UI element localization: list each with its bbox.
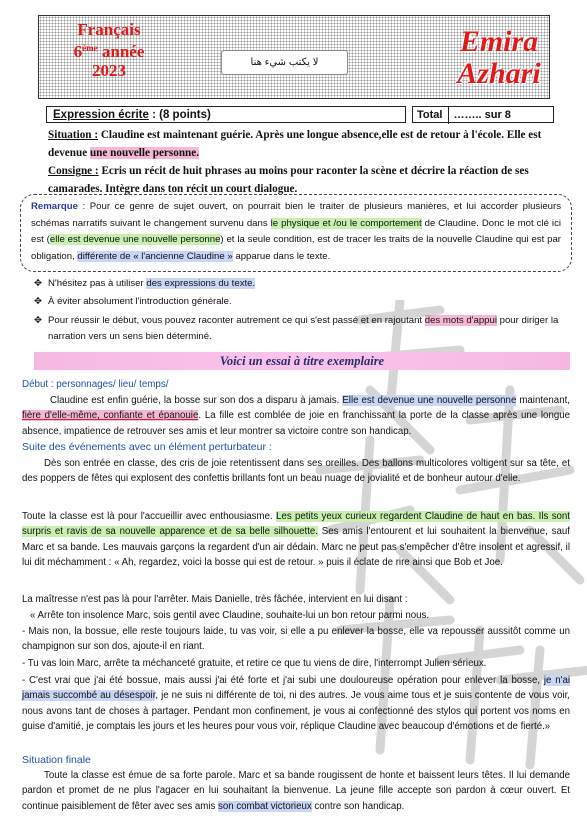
level-title: [39, 20, 179, 80]
tip-highlight: des mots d'appui: [424, 315, 497, 326]
essay-text: Toute la classe est émue de sa forte parole. Marc et sa bande rougissent de honte et baissent leurs têtes. Il lui demande pardon et promet de ne plus l'agacer en lui souhaitant la bienvenue. La jeune fille accepte son pardon à cœur ouvert. Et continue paisiblement de fêter avec ses amis: [22, 770, 570, 812]
tip-text-end: pour diriger la narration vers un sens bien déterminé.: [48, 315, 559, 342]
tip-highlight: des expressions du texte.: [146, 278, 256, 289]
total-value: …….. sur 8: [453, 109, 511, 121]
tip-text: Pour réussir le début, vous pouvez raconter autrement ce qui s'est passé et en rajoutant: [48, 315, 425, 326]
level-sup: ème: [82, 43, 98, 53]
author-last: Azhari: [457, 57, 541, 90]
remark-text-4: apparue dans le texte.: [232, 250, 331, 262]
expression-bar: [46, 106, 406, 123]
tip-text: N'hésitez pas à utiliser: [48, 278, 147, 289]
cross-bullet-icon: ✥: [34, 315, 43, 326]
total-divider: [448, 107, 449, 124]
essay-dialogue-1: « Arrête ton insolence Marc, sois gentil avec Claudine, souhaite-lui un bon retour parmi nous.: [30, 610, 430, 621]
remark-box: [20, 194, 572, 272]
essay-text: . La fille est comblée de joie en franchissant la porte de la classe après une longue absence, impatience de retrouver ses amis et leur montrer sa victoire contre son handicap.: [22, 410, 570, 437]
remark-highlight-2: elle est devenue une nouvelle personne: [49, 234, 221, 245]
essay-text: maintenant,: [516, 395, 570, 406]
essay-highlight: son combat victorieux: [218, 800, 312, 812]
essay-text: - C'est vrai que j'ai été bossue, mais aussi j'ai été forte et j'ai subi une douloureuse opération pour enlever la bosse,: [22, 675, 544, 686]
remark-text-3: ) et la seule condition, est de tracer les traits de la nouvelle Claudine qui est par obligation,: [31, 234, 561, 262]
header-box: [38, 15, 550, 99]
essay-paragraph-4: La maîtresse n'est pas là pour l'arrêter. Mais Danielle, très fâchée, intervient en lui disant :: [22, 594, 408, 605]
section-finale: Situation finale: [22, 754, 91, 766]
consigne-paragraph: [48, 162, 558, 198]
author-first: Emira: [459, 25, 539, 58]
tip-text: À éviter absolument l'introduction générale.: [48, 296, 232, 307]
essay-paragraph-final: [22, 768, 570, 814]
expression-label: Expression écrite: [53, 109, 149, 121]
cross-bullet-icon: ✥: [34, 278, 43, 289]
essay-highlight: je n'ai jamais succombé au désespoir: [22, 675, 571, 702]
essay-highlight: Les petits yeux curieux regardent Claudine de haut en bas. Ils sont surpris et ravis de sa nouvelle apparence et de sa belle silhouette.: [22, 511, 571, 538]
cross-bullet-icon: ✥: [34, 296, 43, 307]
essay-highlight: Elle est devenue une nouvelle personne: [342, 395, 517, 406]
level-word: année: [101, 42, 145, 61]
remark-highlight-3: différente de « l'ancienne Claudine »: [77, 250, 233, 262]
total-box: [412, 106, 554, 123]
essay-paragraph-1: [22, 393, 570, 439]
author-logo: [444, 26, 554, 90]
essay-underline: fière d'elle-même, confiante et épanouie: [22, 410, 199, 422]
essay-text: Toute la classe est là pour l'accueillir avec enthousiasme.: [22, 511, 277, 522]
essay-dialogue-2: - Mais non, la bossue, elle reste toujours laide, tu vas voir, si elle a pu enlever la bosse, elle va repousser aussitôt comme un champignon sur son dos, ajoute-il en riant.: [22, 626, 570, 653]
essay-text: Claudine est enfin guérie, la bosse sur son dos a disparu à jamais.: [50, 395, 343, 406]
essay-text: contre son handicap.: [311, 800, 405, 812]
remark-label: Remarque: [31, 201, 78, 212]
consigne-text: Ecris un récit de huit phrases au moins pour raconter la scène et décrire la réaction de ses camarades. Intègre dans ton récit un court dialogue.: [48, 165, 529, 195]
essay-text: Ses amis l'entourent et lui souhaitent la bienvenue, sauf Marc et sa bande. Les mauvais garçons la regardent d'un air dédain. Marc ne peut pas s'empêcher d'être insolent et agressif, il lui dit méchamment : « Ah, regardez, voici la bosse qui est de retour. » puis il éclate de rire ainsi que Bob et Joe.: [22, 526, 570, 569]
section-suite: Suite des événements avec un élément perturbateur :: [22, 441, 272, 453]
essay-banner: Voici un essai à titre exemplaire: [34, 352, 570, 370]
total-label: Total: [417, 109, 443, 121]
consigne-label: Consigne :: [48, 165, 99, 177]
level-num: 6: [73, 42, 83, 61]
arabic-note-box: لا يكتب شيء هنا: [221, 50, 348, 75]
situation-paragraph: [48, 126, 558, 162]
remark-text-1: : Pour ce genre de sujet ouvert, on pourrait bien le traiter de plusieurs manières, et lui accorder plusieurs schémas narratifs suivant le changement survenu dans: [31, 201, 561, 229]
situation-label: Situation :: [48, 129, 99, 141]
situation-highlight: une nouvelle personne.: [89, 147, 200, 159]
essay-paragraph-2: Dès son entrée en classe, des cris de joie retentissent dans ses oreilles. Des ballons multicolores voltigent sur sa tête, et des poppers de fêtes qui explosent des confettis brillants font un beau nuage de jovialité et de bonheur autour d'elle.: [22, 458, 570, 485]
remark-highlight-1: le physique et /ou le comportement: [270, 217, 422, 229]
remark-text-2: de Claudine. Donc le mot clé ici est (: [31, 217, 561, 245]
essay-text: , je ne suis ni différente de toi, ni des autres. Je vous aime tous et je suis contente de vous voir, nous avons tant de choses à partager. Pendant mon confinement, je vous ai confectionné des stylos qui portent vos noms en guise d'amitié, je comptais les jours et les heures pour vous voir, réplique Claudine avec beaucoup d'émotions et de fierté.»: [22, 690, 570, 733]
essay-paragraph-3: [22, 509, 570, 571]
year: 2023: [92, 61, 126, 80]
situation-text: Claudine est maintenant guérie. Après une longue absence,elle est de retour à l'école. Elle est devenue: [48, 129, 542, 159]
subject: Français: [77, 20, 141, 39]
essay-dialogue-3: - Tu vas loin Marc, arrête ta méchanceté gratuite, et retire ce que tu viens de dire, l'interrompt Julien sérieux.: [22, 658, 487, 669]
section-debut: Début : personnages/ lieu/ temps/: [22, 379, 169, 390]
essay-dialogue-4: [22, 673, 570, 735]
tip-item: [34, 276, 574, 292]
level-line: [39, 39, 179, 61]
expression-points: : (8 points): [152, 109, 211, 121]
